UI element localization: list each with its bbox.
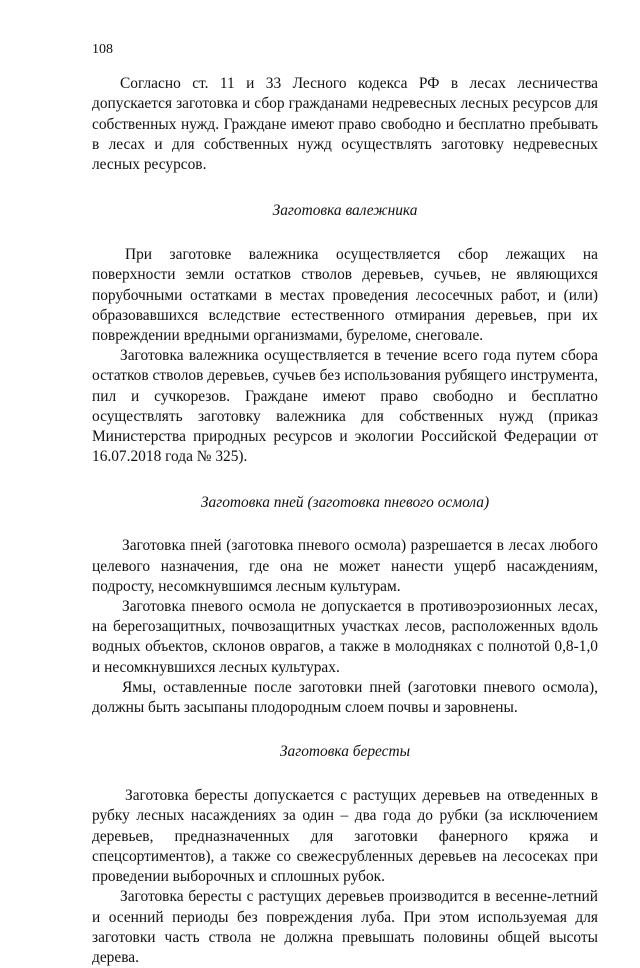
- section-heading-deadwood: Заготовка валежника: [272, 202, 418, 220]
- section-stumps: [92, 493, 598, 718]
- section-heading-stumps: Заготовка пней (заготовка пневого осмола): [200, 494, 490, 512]
- section-heading-birch-bark: Заготовка бересты: [279, 743, 411, 761]
- paragraph: При заготовке валежника осуществляется сбор лежащих на поверхности земли остатков стволов деревьев, сучьев, не являющихся порубочными остатками в местах проведения лесосечных работ, и (или) образовавшихся вследствие естественного отмирания деревьев, при их повреждении вредными организмами, буреломе, снеговале.: [92, 246, 598, 345]
- section-deadwood: [92, 201, 598, 467]
- section-birch-bark: [92, 742, 598, 968]
- paragraph: Заготовка пневого осмола не допускается в противоэрозионных лесах, на берегозащитных, почвозащитных участках лесов, расположенных вдоль водных объектов, склонов оврагов, а также в молодняках с полнотой 0,8-1,0 и несомкнувшихся лесных культурах.: [92, 598, 598, 676]
- paragraph: Заготовка пней (заготовка пневого осмола) разрешается в лесах любого целевого назначения, где она не может нанести ущерб насаждениям, подросту, несомкнувшимся лесным культурам.: [92, 537, 598, 595]
- paragraph: Заготовка валежника осуществляется в течение всего года путем сбора остатков стволов деревьев, сучьев без использования рубящего инструмента, пил и сучкорезов. Граждане имеют право свободно и бесплатно осуществлять заготовку валежника для собственных нужд (приказ Министерства природных ресурсов и экологии Российской Федерации от 16.07.2018 года № 325).: [92, 347, 598, 466]
- page-number: 108: [92, 42, 113, 57]
- paragraph: Заготовка бересты с растущих деревьев производится в весенне-летний и осенний периоды без повреждения луба. При этом используемая для заготовки часть ствола не должна превышать половины общей высоты дерева.: [92, 888, 598, 966]
- paragraph: Ямы, оставленные после заготовки пней (заготовки пневого осмола), должны быть засыпаны плодородным слоем почвы и заровнены.: [92, 678, 598, 717]
- paragraph: Заготовка бересты допускается с растущих деревьев на отведенных в рубку лесных насаждениях за один – два года до рубки (за исключением деревьев, предназначенных для заготовки фанерного кряжа и спецсортиментов), а также со свежесрубленных деревьев на лесосеках при проведении выборочных и сплошных рубок.: [92, 787, 598, 886]
- intro-paragraph: Согласно ст. 11 и 33 Лесного кодекса РФ в лесах лесничества допускается заготовка и сбор гражданами недревесных лесных ресурсов для собственных нужд. Граждане имеют право свободно и бесплатно пребывать в лесах и для собственных нужд осуществлять заготовку недревесных лесных ресурсов.: [92, 75, 598, 174]
